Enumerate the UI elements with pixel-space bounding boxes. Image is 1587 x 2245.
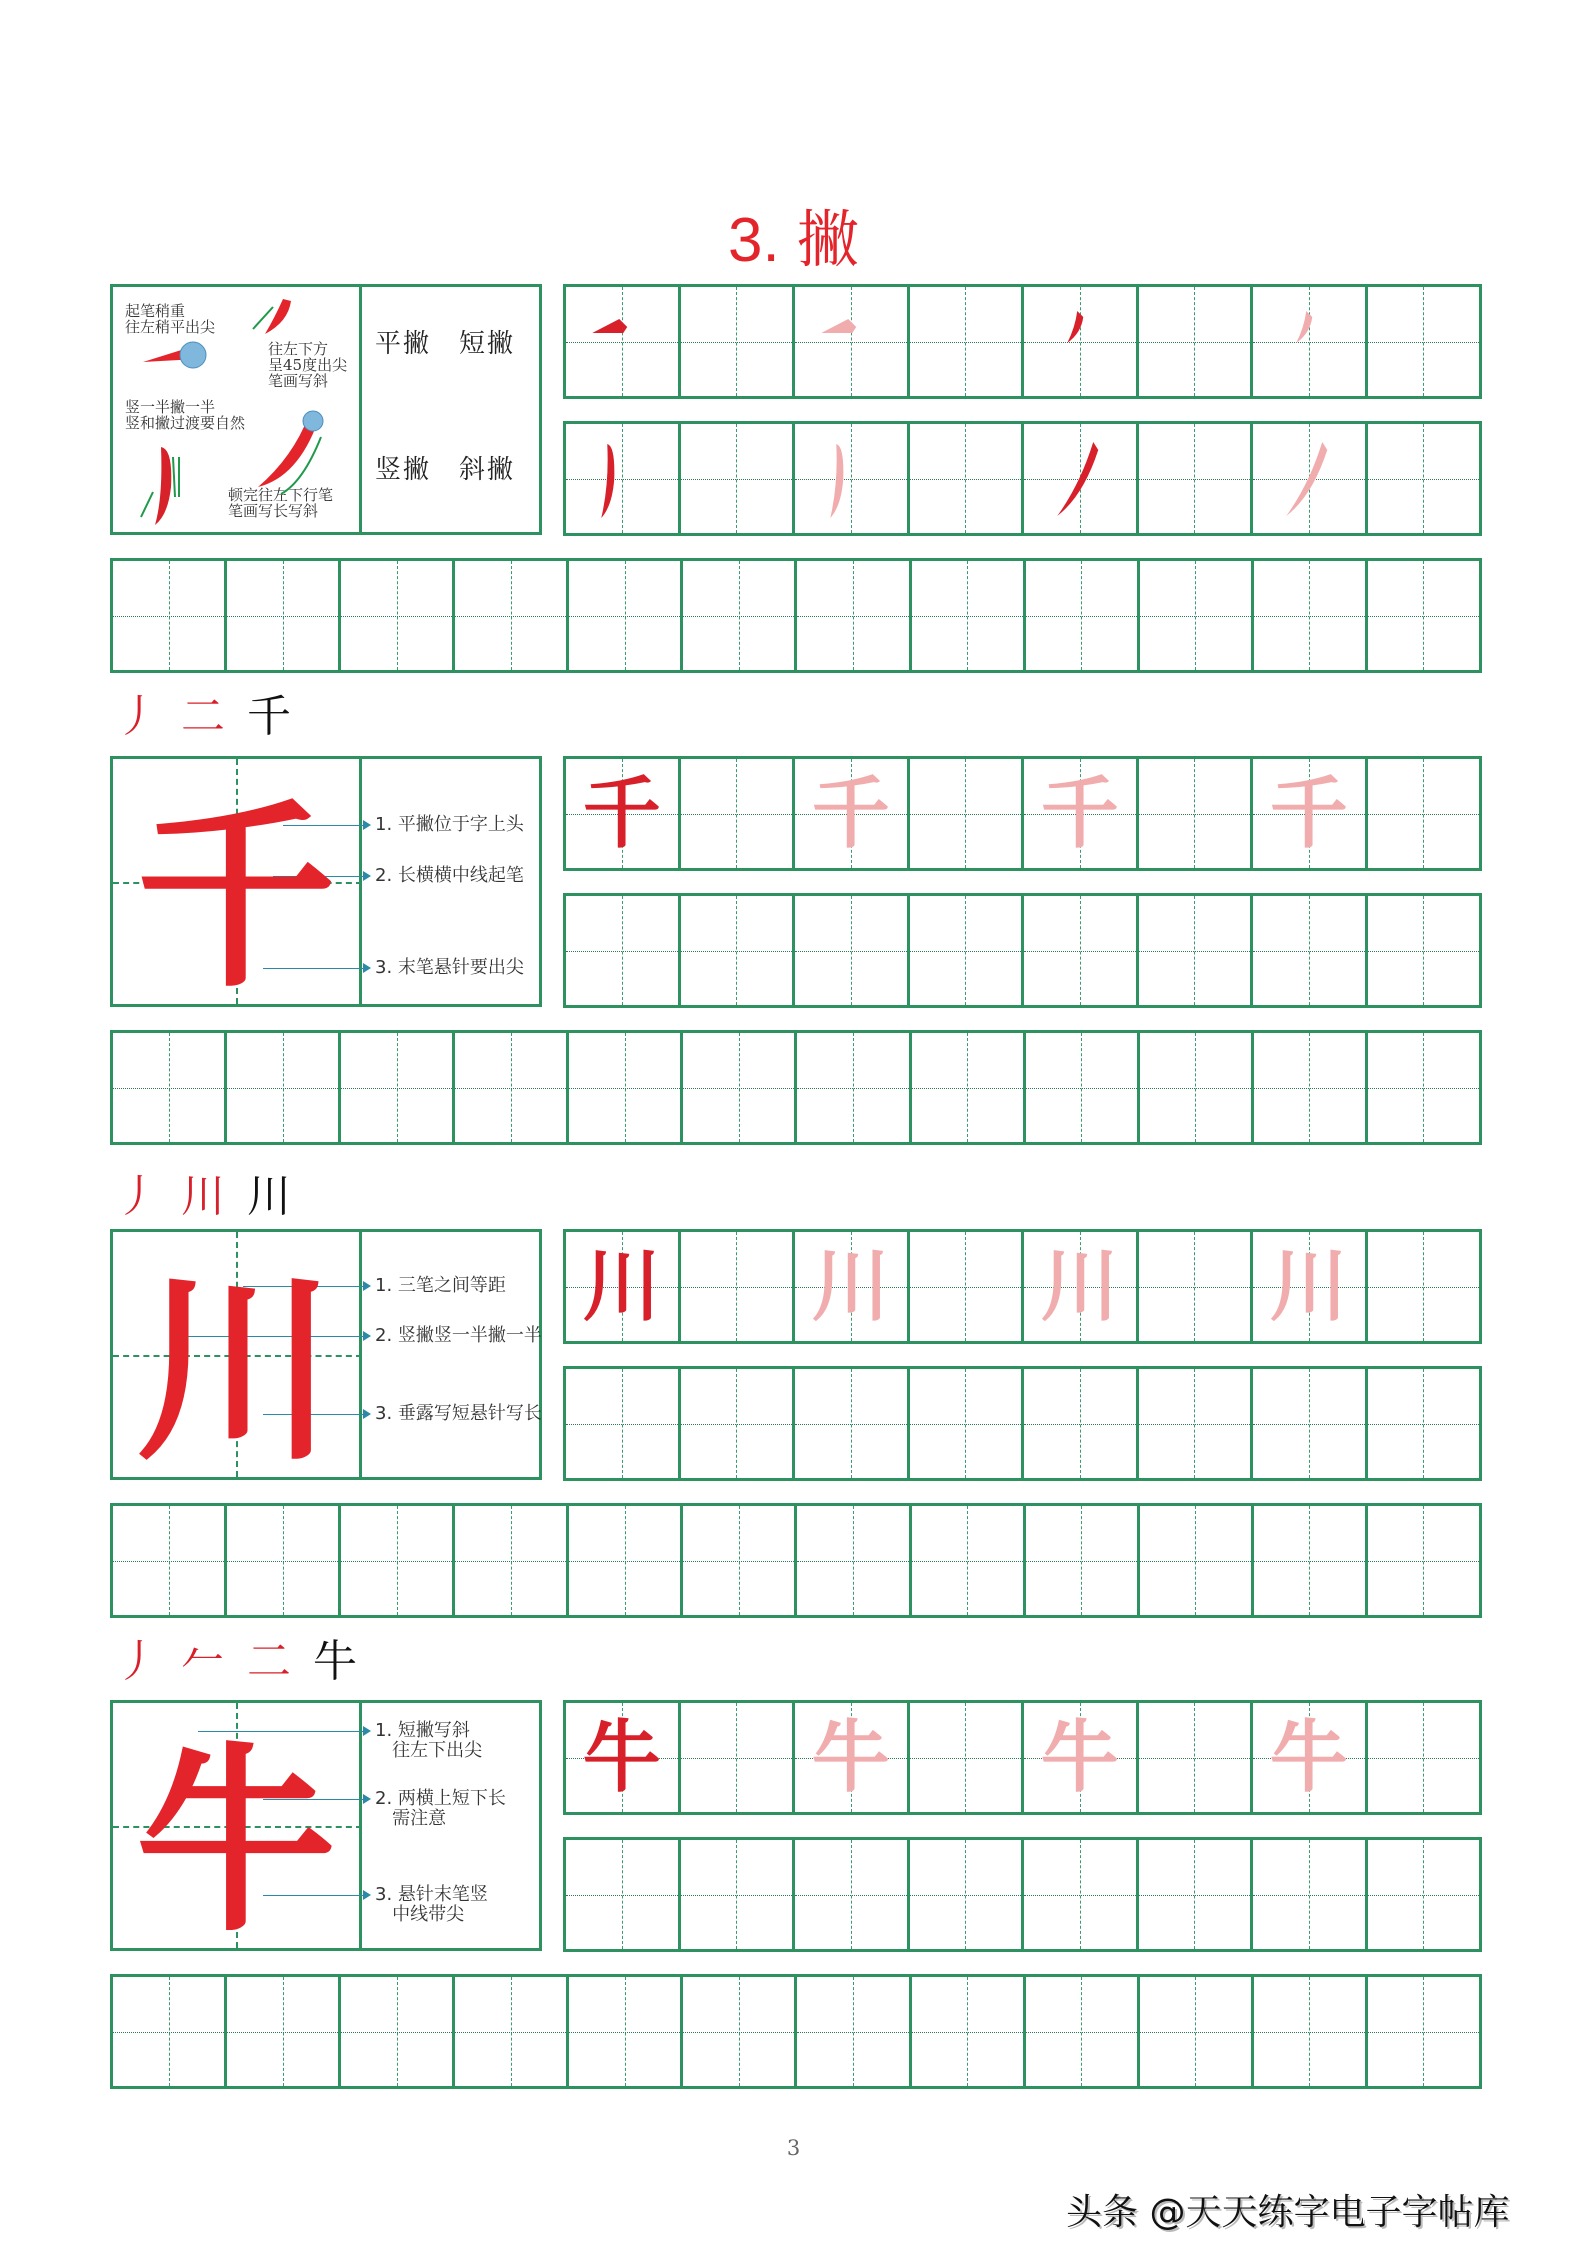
grid-cell[interactable] [681,759,796,868]
grid-cell[interactable] [566,896,681,1005]
grid-cell[interactable] [1368,896,1480,1005]
grid-cell[interactable] [341,1506,455,1615]
grid-cell[interactable] [569,561,683,670]
stroke-order-sequence [115,680,313,744]
blank-practice-row [563,1366,1482,1481]
shu-pie-stroke-icon [795,424,907,533]
grid-cell[interactable] [1368,1033,1479,1142]
grid-cell[interactable] [227,1033,341,1142]
annotation-note: 3. 悬针末笔竖 中线带尖 [375,1884,488,1925]
trace-glyph: 川 [1269,1240,1348,1332]
stroke-order-step: 𠂉 [181,1636,225,1687]
page-title: 3. 撇 [728,206,859,275]
blank-practice-row [110,1030,1482,1145]
practice-row [563,284,1482,399]
grid-cell[interactable] [113,561,227,670]
page-number: 3 [786,2136,801,2160]
grid-cell[interactable] [795,287,910,396]
box-divider [359,287,362,532]
grid-cell[interactable] [910,896,1025,1005]
grid-cell[interactable] [681,1232,796,1341]
start-point-marker [180,342,206,368]
annotation-note: 2. 竖撇竖一半撇一半 [375,1325,542,1346]
grid-cell[interactable] [910,1840,1025,1949]
grid-cell[interactable] [1139,1369,1254,1478]
grid-cell[interactable] [1254,561,1368,670]
grid-cell[interactable] [566,759,681,868]
grid-cell[interactable] [341,1977,455,2086]
grid-cell[interactable] [566,1703,681,1812]
tip-duan-pie: 往左下方 呈45度出尖 笔画写斜 [268,340,348,390]
grid-cell[interactable] [910,424,1025,533]
grid-cell[interactable] [795,759,910,868]
annotation-note: 1. 三笔之间等距 [375,1275,506,1296]
stroke-order-step: 二 [181,691,225,742]
grid-cell[interactable] [341,561,455,670]
grid-cell[interactable] [1140,1977,1254,2086]
model-glyph: 川 [582,1240,661,1332]
model-character: 千 [135,780,336,1015]
tip-ping-pie: 起笔稍重 往左稍平出尖 [125,302,216,336]
blank-practice-row [110,1974,1482,2089]
stroke-diagrams [113,287,359,532]
stroke-order-sequence [115,1625,379,1689]
blank-practice-row [563,1837,1482,1952]
grid-cell[interactable] [455,1977,569,2086]
grid-cell[interactable] [912,1033,1026,1142]
grid-cell[interactable] [1024,1232,1139,1341]
grid-cell[interactable] [910,1703,1025,1812]
grid-cell[interactable] [1139,759,1254,868]
practice-row [563,421,1482,536]
grid-cell[interactable] [569,1977,683,2086]
model-character: 川 [135,1253,336,1488]
stroke-order-step: 二 [247,1636,291,1687]
model-character: 牛 [135,1724,336,1959]
grid-cell[interactable] [910,759,1025,868]
trace-glyph: 牛 [811,1711,890,1803]
grid-cell[interactable] [566,1232,681,1341]
grid-cell[interactable] [1139,424,1254,533]
grid-cell[interactable] [1024,1840,1139,1949]
trace-glyph: 千 [1040,767,1119,859]
annotation-note: 1. 短撇写斜 往左下出尖 [375,1720,483,1761]
grid-cell[interactable] [797,1506,911,1615]
annotation-note: 2. 两横上短下长 需注意 [375,1788,506,1829]
grid-cell[interactable] [910,287,1025,396]
grid-cell[interactable] [566,1369,681,1478]
trace-glyph: 牛 [1269,1711,1348,1803]
trace-glyph: 川 [1040,1240,1119,1332]
grid-cell[interactable] [341,1033,455,1142]
box-divider [359,1232,362,1477]
trace-glyph: 千 [811,767,890,859]
grid-cell[interactable] [681,1703,796,1812]
ping-pie-stroke-icon [795,287,907,396]
grid-cell[interactable] [1368,1232,1480,1341]
tip-shu-pie: 竖一半撇一半 竖和撇过渡要自然 [125,398,246,432]
tip-xie-pie: 顿完往左下行笔 笔画写长写斜 [228,486,334,520]
grid-cell[interactable] [1254,1506,1368,1615]
grid-cell[interactable] [1139,1840,1254,1949]
grid-cell[interactable] [1253,1840,1368,1949]
blank-practice-row [110,1503,1482,1618]
grid-cell[interactable] [1368,424,1480,533]
grid-cell[interactable] [681,424,796,533]
character-analysis-box [110,1229,542,1488]
stroke-order-step: 川 [247,1171,291,1222]
stroke-order-step: 千 [247,691,291,742]
grid-cell[interactable] [683,1033,797,1142]
ping-pie-stroke-icon [566,287,678,396]
grid-cell[interactable] [797,1977,911,2086]
watermark: 头条 @天天练字电子字帖库 [1066,2192,1510,2233]
grid-cell[interactable] [1254,1977,1368,2086]
grid-cell[interactable] [1139,1232,1254,1341]
grid-cell[interactable] [1026,1033,1140,1142]
grid-cell[interactable] [1253,759,1368,868]
grid-cell[interactable] [1368,1977,1479,2086]
grid-cell[interactable] [683,1977,797,2086]
grid-cell[interactable] [912,1506,1026,1615]
grid-cell[interactable] [1368,1506,1479,1615]
trace-glyph: 牛 [1040,1711,1119,1803]
grid-cell[interactable] [1368,1703,1480,1812]
grid-cell[interactable] [1026,1506,1140,1615]
stroke-order-step: 丿 [115,1636,159,1687]
shu-pie-stroke-icon [566,424,678,533]
grid-cell[interactable] [566,1840,681,1949]
annotation-note: 3. 末笔悬针要出尖 [375,957,524,978]
grid-cell[interactable] [683,561,797,670]
grid-cell[interactable] [912,561,1026,670]
blank-practice-row [110,558,1482,673]
grid-cell[interactable] [1140,1033,1254,1142]
grid-cell[interactable] [227,1977,341,2086]
trace-glyph: 千 [1269,767,1348,859]
duan-pie-stroke-icon [1253,287,1365,396]
stroke-order-step: 川 [181,1171,225,1222]
grid-cell[interactable] [1024,896,1139,1005]
grid-cell[interactable] [455,1033,569,1142]
annotation-note: 2. 长横横中线起笔 [375,865,524,886]
grid-cell[interactable] [1140,1506,1254,1615]
grid-cell[interactable] [1368,1840,1480,1949]
grid-cell[interactable] [1368,759,1480,868]
grid-cell[interactable] [681,287,796,396]
stroke-intro-box [110,284,542,535]
grid-cell[interactable] [1139,287,1254,396]
grid-cell[interactable] [795,1232,910,1341]
practice-row [563,756,1482,871]
duan-pie-stroke [265,299,291,334]
grid-cell[interactable] [455,1506,569,1615]
grid-cell[interactable] [1139,896,1254,1005]
grid-cell[interactable] [797,561,911,670]
grid-cell[interactable] [910,1369,1025,1478]
grid-cell[interactable] [795,896,910,1005]
grid-cell[interactable] [683,1506,797,1615]
character-analysis-box [110,756,542,1015]
grid-cell[interactable] [569,1506,683,1615]
practice-row [563,1229,1482,1344]
grid-cell[interactable] [1026,561,1140,670]
annotation-note: 1. 平撇位于字上头 [375,814,524,835]
grid-cell[interactable] [1024,424,1139,533]
grid-cell[interactable] [912,1977,1026,2086]
blank-practice-row [563,893,1482,1008]
grid-cell[interactable] [455,561,569,670]
stroke-order-step: 丿 [115,1171,159,1222]
grid-cell[interactable] [795,1369,910,1478]
grid-cell[interactable] [566,424,681,533]
grid-cell[interactable] [113,1977,227,2086]
grid-cell[interactable] [569,1033,683,1142]
grid-cell[interactable] [1253,1232,1368,1341]
grid-cell[interactable] [113,1033,227,1142]
grid-cell[interactable] [1024,759,1139,868]
grid-cell[interactable] [795,1840,910,1949]
grid-cell[interactable] [1368,561,1479,670]
grid-cell[interactable] [1253,424,1368,533]
grid-cell[interactable] [566,287,681,396]
grid-cell[interactable] [227,561,341,670]
grid-cell[interactable] [1024,1703,1139,1812]
character-analysis-box [110,1700,542,1959]
xie-pie-stroke-icon [1024,424,1136,533]
xie-pie-stroke-icon [1253,424,1365,533]
grid-cell[interactable] [681,1840,796,1949]
stroke-order-step: 牛 [313,1636,357,1687]
grid-cell[interactable] [1253,896,1368,1005]
grid-cell[interactable] [1253,1369,1368,1478]
model-glyph: 牛 [582,1711,661,1803]
grid-cell[interactable] [1253,287,1368,396]
stroke-types-row1: 平撇 短撇 [375,329,516,359]
grid-cell[interactable] [1368,287,1480,396]
grid-cell[interactable] [1254,1033,1368,1142]
stroke-order-step: 丿 [115,691,159,742]
grid-cell[interactable] [1024,1369,1139,1478]
start-point-marker [303,411,323,431]
shu-pie-stroke [155,447,171,525]
grid-cell[interactable] [1253,1703,1368,1812]
grid-cell[interactable] [1368,1369,1480,1478]
practice-row [563,1700,1482,1815]
grid-cell[interactable] [1140,561,1254,670]
model-glyph: 千 [582,767,661,859]
grid-cell[interactable] [113,1506,227,1615]
grid-cell[interactable] [227,1506,341,1615]
grid-cell[interactable] [795,424,910,533]
duan-pie-stroke-icon [1024,287,1136,396]
grid-cell[interactable] [681,1369,796,1478]
grid-cell[interactable] [795,1703,910,1812]
grid-cell[interactable] [1024,287,1139,396]
grid-cell[interactable] [797,1033,911,1142]
grid-cell[interactable] [681,896,796,1005]
grid-cell[interactable] [1139,1703,1254,1812]
stroke-types-row2: 竖撇 斜撇 [375,455,516,485]
trace-glyph: 川 [811,1240,890,1332]
box-divider [359,1703,362,1948]
grid-cell[interactable] [1026,1977,1140,2086]
grid-cell[interactable] [910,1232,1025,1341]
annotation-note: 3. 垂露写短悬针写长 [375,1403,542,1424]
